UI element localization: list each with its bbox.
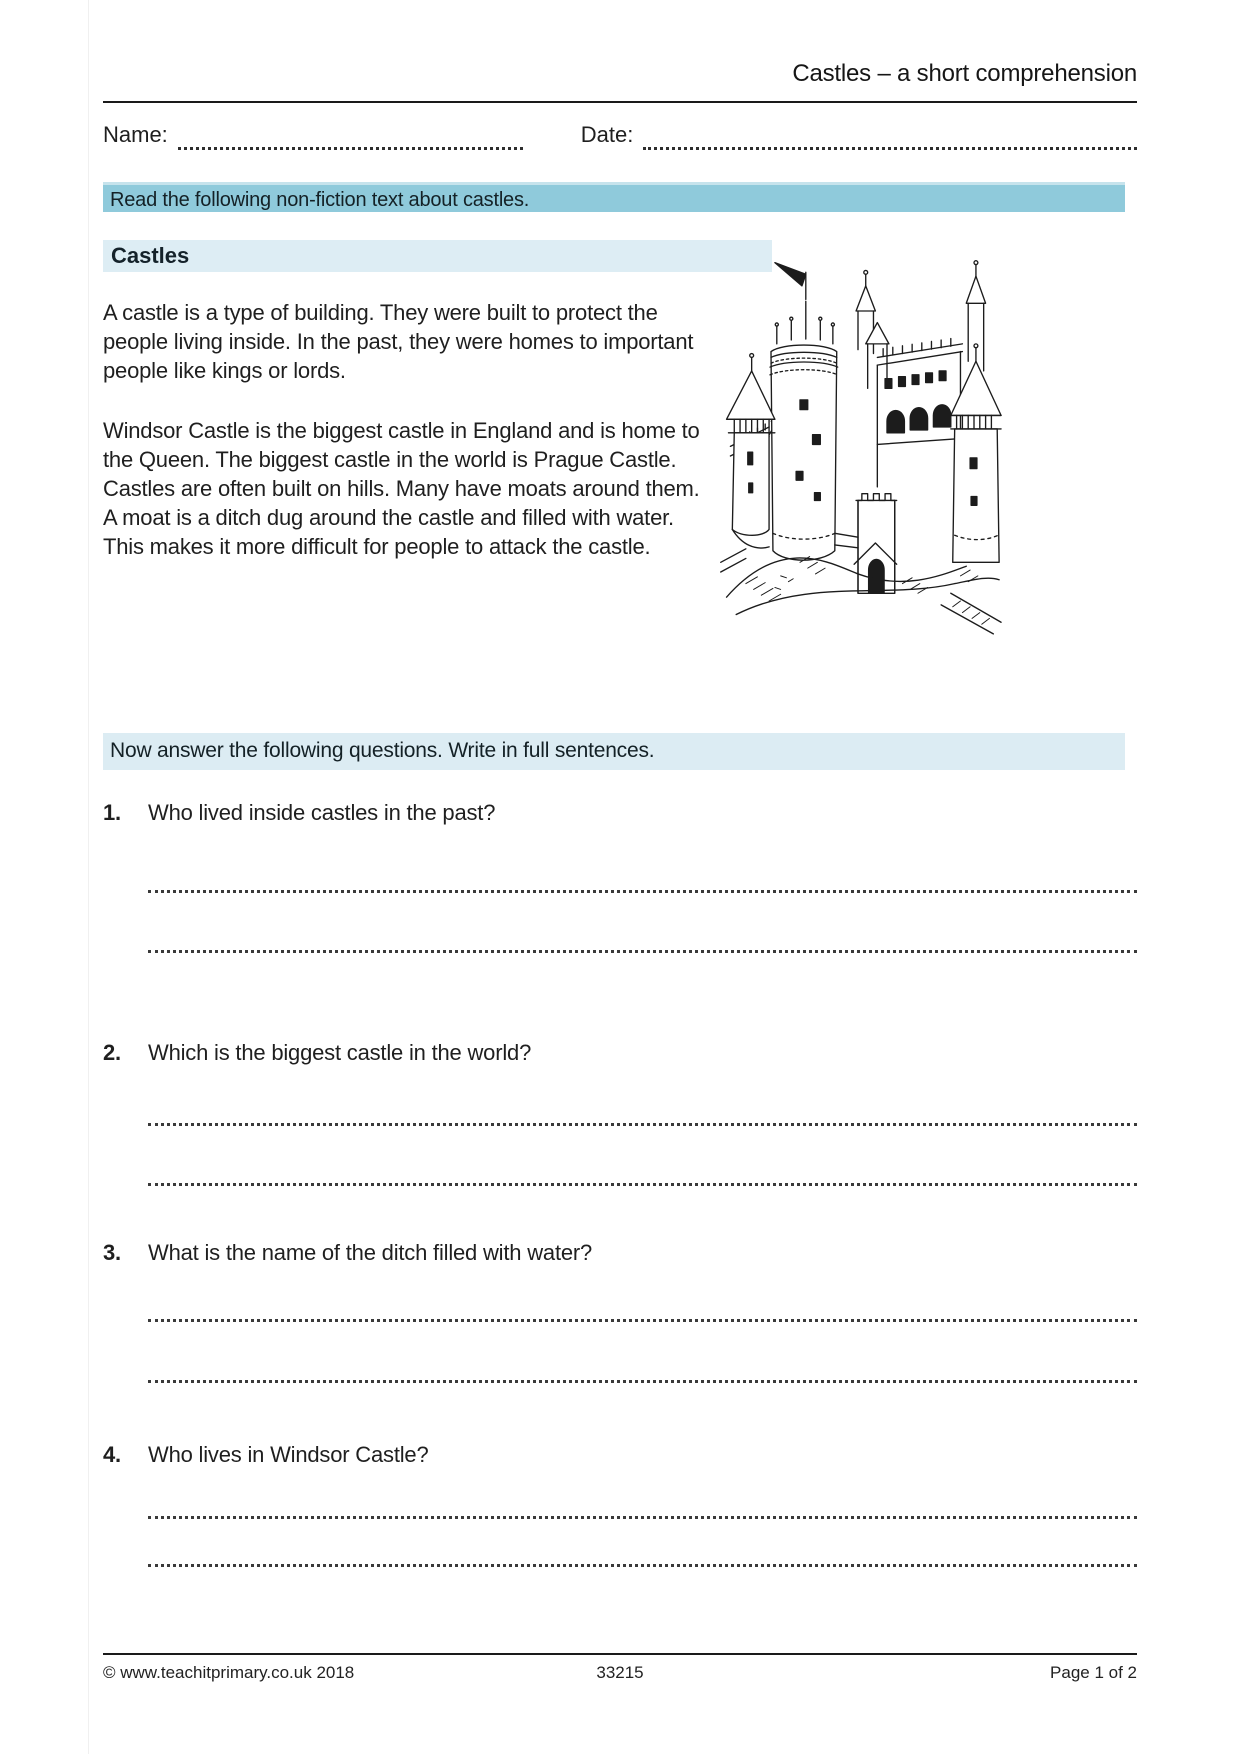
footer-copyright: © www.teachitprimary.co.uk 2018 [103, 1663, 355, 1682]
question-1-text: Who lived inside castles in the past? [148, 800, 496, 825]
answer-line-q4-a [148, 1470, 1137, 1519]
question-4-text: Who lives in Windsor Castle? [148, 1442, 429, 1467]
passage-paragraph-2: Windsor Castle is the biggest castle in England and is home to the Queen. The biggest castle in the world is Prague Castle. Castles are often built on hills. Many have moats around them. A moat is a ditch dug around the castle and filled with water. This makes it more difficult for people to attack the castle. [103, 418, 700, 559]
page-footer [103, 1653, 1137, 1683]
passage-paragraph-1: A castle is a type of building. They were built to protect the people living inside. In the past, they were homes to important people like kings or lords. [103, 300, 694, 383]
page-title: Castles – a short comprehension [103, 58, 1137, 103]
name-date-row [103, 120, 1137, 150]
instruction-banner: Read the following non-fiction text about castles. [103, 182, 1125, 212]
answer-line-q3-a [148, 1268, 1137, 1322]
footer-document-id: 33215 [596, 1663, 644, 1682]
question-4 [103, 1440, 1137, 1470]
answer-line-q1-b [148, 893, 1137, 953]
castle-illustration [713, 240, 1003, 643]
question-2-number: 2. [103, 1040, 121, 1065]
question-3-number: 3. [103, 1240, 121, 1265]
page-edge-line [88, 0, 89, 1754]
name-label: Name: [103, 122, 168, 147]
question-3-text: What is the name of the ditch filled with water? [148, 1240, 593, 1265]
reading-passage [103, 240, 1137, 645]
question-4-number: 4. [103, 1442, 121, 1467]
questions-banner: Now answer the following questions. Write in full sentences. [103, 733, 1125, 770]
question-1-number: 1. [103, 800, 121, 825]
date-group [581, 120, 1137, 150]
passage-heading: Castles [103, 240, 772, 272]
question-3 [103, 1238, 1137, 1268]
answer-line-q4-b [148, 1519, 1137, 1567]
footer-page-info: Page 1 of 2 [1050, 1663, 1138, 1682]
answer-line-q1-a [148, 828, 1137, 893]
question-1 [103, 798, 1137, 828]
date-label: Date: [580, 122, 634, 147]
answer-line-q3-b [148, 1322, 1137, 1383]
question-2 [103, 1038, 1137, 1068]
answer-line-q2-b [148, 1126, 1137, 1186]
name-write-line [178, 123, 523, 150]
date-write-line [643, 123, 1137, 150]
question-2-text: Which is the biggest castle in the world? [148, 1040, 532, 1065]
answer-line-q2-a [148, 1068, 1137, 1126]
